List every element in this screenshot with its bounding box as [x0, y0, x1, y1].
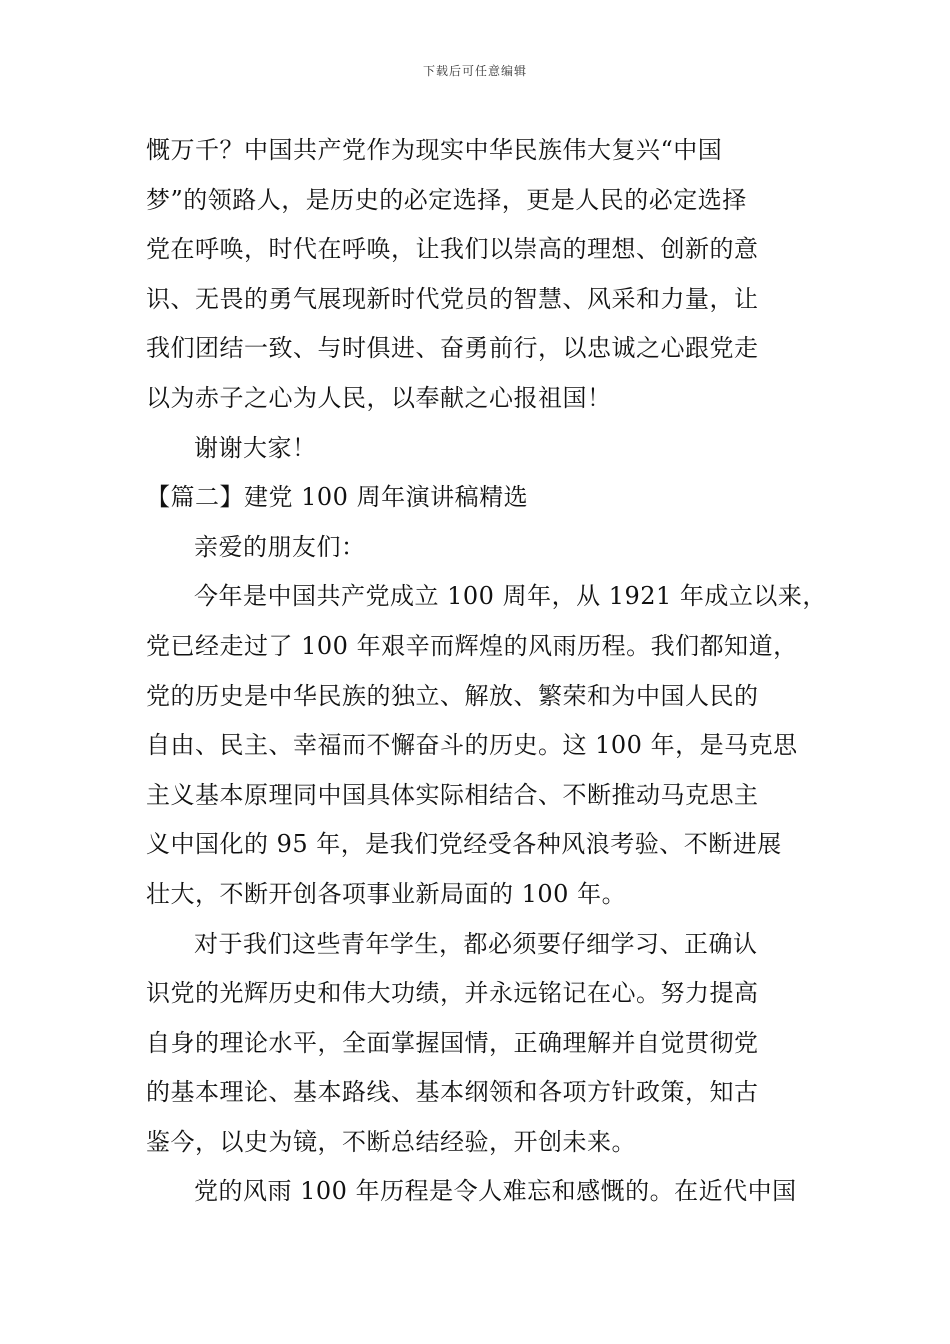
text-line: 主义基本原理同中国具体实际相结合、不断推动马克思主 — [146, 780, 759, 809]
text-line: 今年是中国共产党成立 100 周年，从 1921 年成立以来， — [194, 582, 827, 611]
text-line: 谢谢大家！ — [194, 433, 317, 462]
text-line: 壮大，不断开创各项事业新局面的 100 年。 — [146, 879, 627, 908]
text-line: 对于我们这些青年学生，都必须要仔细学习、正确认 — [194, 929, 758, 958]
text-line: 鉴今，以史为镜，不断总结经验，开创未来。 — [146, 1127, 636, 1156]
text-line: 慨万千？中国共产党作为现实中华民族伟大复兴“中国 — [146, 136, 723, 164]
text-line: 以为赤子之心为人民，以奉献之心报祖国！ — [146, 383, 612, 412]
text-line: 【篇二】建党 100 周年演讲稿精选 — [146, 483, 529, 512]
text-line: 识党的光辉历史和伟大功绩，并永远铭记在心。努力提高 — [146, 979, 759, 1008]
text-line: 党的风雨 100 年历程是令人难忘和感慨的。在近代中国 — [194, 1177, 797, 1206]
text-line: 自由、民主、幸福而不懈奋斗的历史。这 100 年，是马克思 — [146, 731, 798, 760]
text-line: 党已经走过了 100 年艰辛而辉煌的风雨历程。我们都知道， — [146, 631, 798, 660]
text-line: 义中国化的 95 年，是我们党经受各种风浪考验、不断进展 — [146, 830, 782, 859]
text-line: 我们团结一致、与时俱进、奋勇前行，以忠诚之心跟党走 — [146, 334, 759, 363]
text-line: 识、无畏的勇气展现新时代党员的智慧、风采和力量，让 — [146, 284, 759, 313]
text-line: 的基本理论、基本路线、基本纲领和各项方针政策，知古 — [146, 1078, 759, 1107]
page-header: 下载后可任意编辑 — [422, 64, 527, 78]
text-line: 自身的理论水平，全面掌握国情，正确理解并自觉贯彻党 — [146, 1028, 759, 1057]
document-body — [146, 126, 846, 1217]
text-line: 党的历史是中华民族的独立、解放、繁荣和为中国人民的 — [146, 681, 759, 710]
text-line: 党在呼唤，时代在呼唤，让我们以崇高的理想、创新的意 — [146, 235, 759, 264]
text-line: 梦”的领路人，是历史的必定选择，更是人民的必定选择 — [146, 185, 747, 214]
text-line: 亲爱的朋友们： — [194, 532, 366, 561]
